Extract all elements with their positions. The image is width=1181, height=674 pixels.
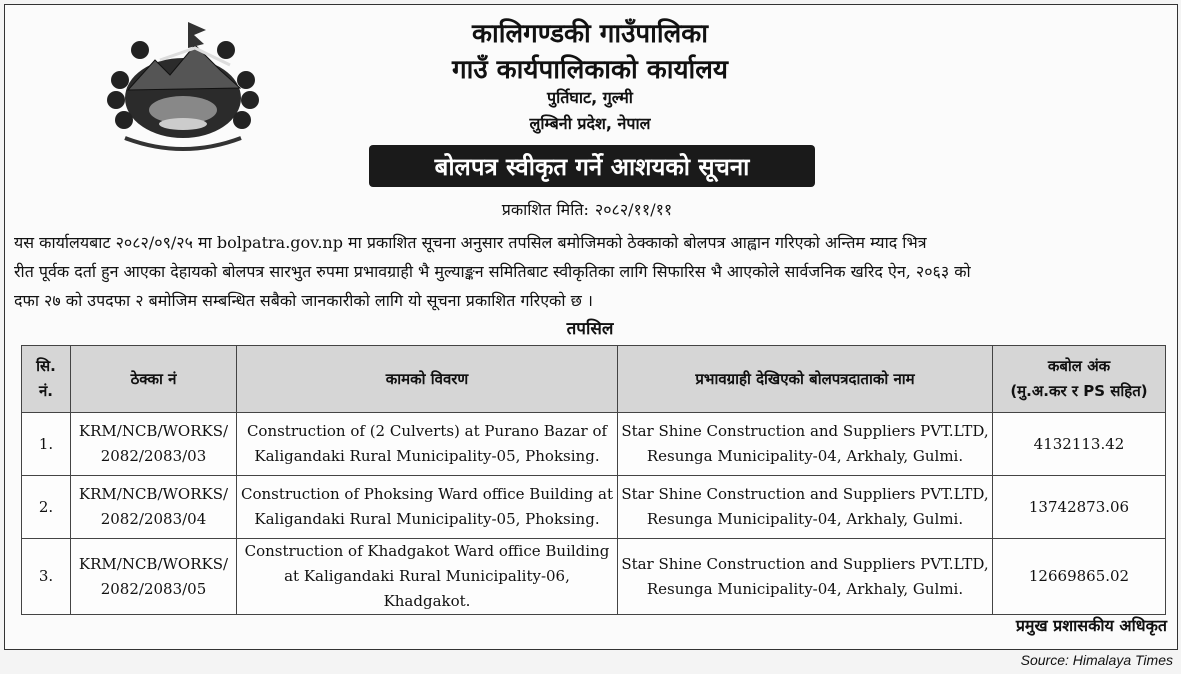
row-contract: KRM/NCB/WORKS/ 2082/2083/04 [71,476,237,539]
row-sn: 1. [22,413,71,476]
row-description: Construction of Phoksing Ward office Building at Kaligandaki Rural Municipality-05, Phoksing. [237,476,618,539]
notice-body [14,228,1168,315]
row-amount: 13742873.06 [993,476,1166,539]
body-line-1: यस कार्यालयबाट २०८२/०९/२५ मा bolpatra.gov.np मा प्रकाशित सूचना अनुसार तपसिल बमोजिमको ठेक्काको बोलपत्र आह्वान गरिएको अन्तिम म्याद भित्र [14,233,927,252]
body-line-3: दफा २७ को उपदफा २ बमोजिम सम्बन्धित सबैको जानकारीको लागि यो सूचना प्रकाशित गरिएको छ । [14,291,593,310]
header-amount: कबोल अंक (मु.अ.कर र PS सहित) [993,346,1166,413]
header-sn: सि. नं. [22,346,71,413]
published-value: २०८२/११/११ [594,200,673,219]
schedule-heading: तपसिल [566,319,614,339]
row-bidder: Star Shine Construction and Suppliers PVT.LTD, Resunga Municipality-04, Arkhaly, Gulmi. [618,539,993,615]
row-bidder: Star Shine Construction and Suppliers PVT.LTD, Resunga Municipality-04, Arkhaly, Gulmi. [618,413,993,476]
table-row [22,413,1166,476]
municipality-name: कालिगण्डकी गाउँपालिका [472,19,708,49]
row-description: Construction of Khadgakot Ward office Building at Kaligandaki Rural Municipality-06, Khadgakot. [237,539,618,615]
header-description: कामको विवरण [237,346,618,413]
header-contract-no: ठेक्का नं [71,346,237,413]
signatory-title: प्रमुख प्रशासकीय अधिकृत [1015,616,1167,635]
row-description: Construction of (2 Culverts) at Purano Bazar of Kaligandaki Rural Municipality-05, Phoksing. [237,413,618,476]
office-location: पुर्तिघाट, गुल्मी [547,88,633,107]
header-bidder: प्रभावग्राही देखिएको बोलपत्रदाताको नाम [618,346,993,413]
province-country: लुम्बिनी प्रदेश, नेपाल [529,114,651,133]
table-row [22,539,1166,615]
bid-table [21,345,1166,615]
row-sn: 2. [22,476,71,539]
table-header-row [22,346,1166,413]
row-contract: KRM/NCB/WORKS/ 2082/2083/05 [71,539,237,615]
source-credit: Source: Himalaya Times [1020,652,1173,668]
row-sn: 3. [22,539,71,615]
body-line-2: रीत पूर्वक दर्ता हुन आएका देहायको बोलपत्र सारभुत रुपमा प्रभावग्राही भै मुल्याङ्कन समितिबाट स्वीकृतिका लागि सिफारिस भै आएकोले सार्वजनिक खरिद ऐन, २०६३ को [14,262,971,281]
table-row [22,476,1166,539]
row-amount: 4132113.42 [993,413,1166,476]
published-label: प्रकाशित मिति: [501,200,589,219]
notice-title: बोलपत्र स्वीकृत गर्ने आशयको सूचना [369,145,815,187]
row-bidder: Star Shine Construction and Suppliers PVT.LTD, Resunga Municipality-04, Arkhaly, Gulmi. [618,476,993,539]
row-amount: 12669865.02 [993,539,1166,615]
office-name: गाउँ कार्यपालिकाको कार्यालय [452,55,728,85]
published-date [400,198,780,220]
row-contract: KRM/NCB/WORKS/ 2082/2083/03 [71,413,237,476]
nepal-emblem-icon [100,20,266,156]
